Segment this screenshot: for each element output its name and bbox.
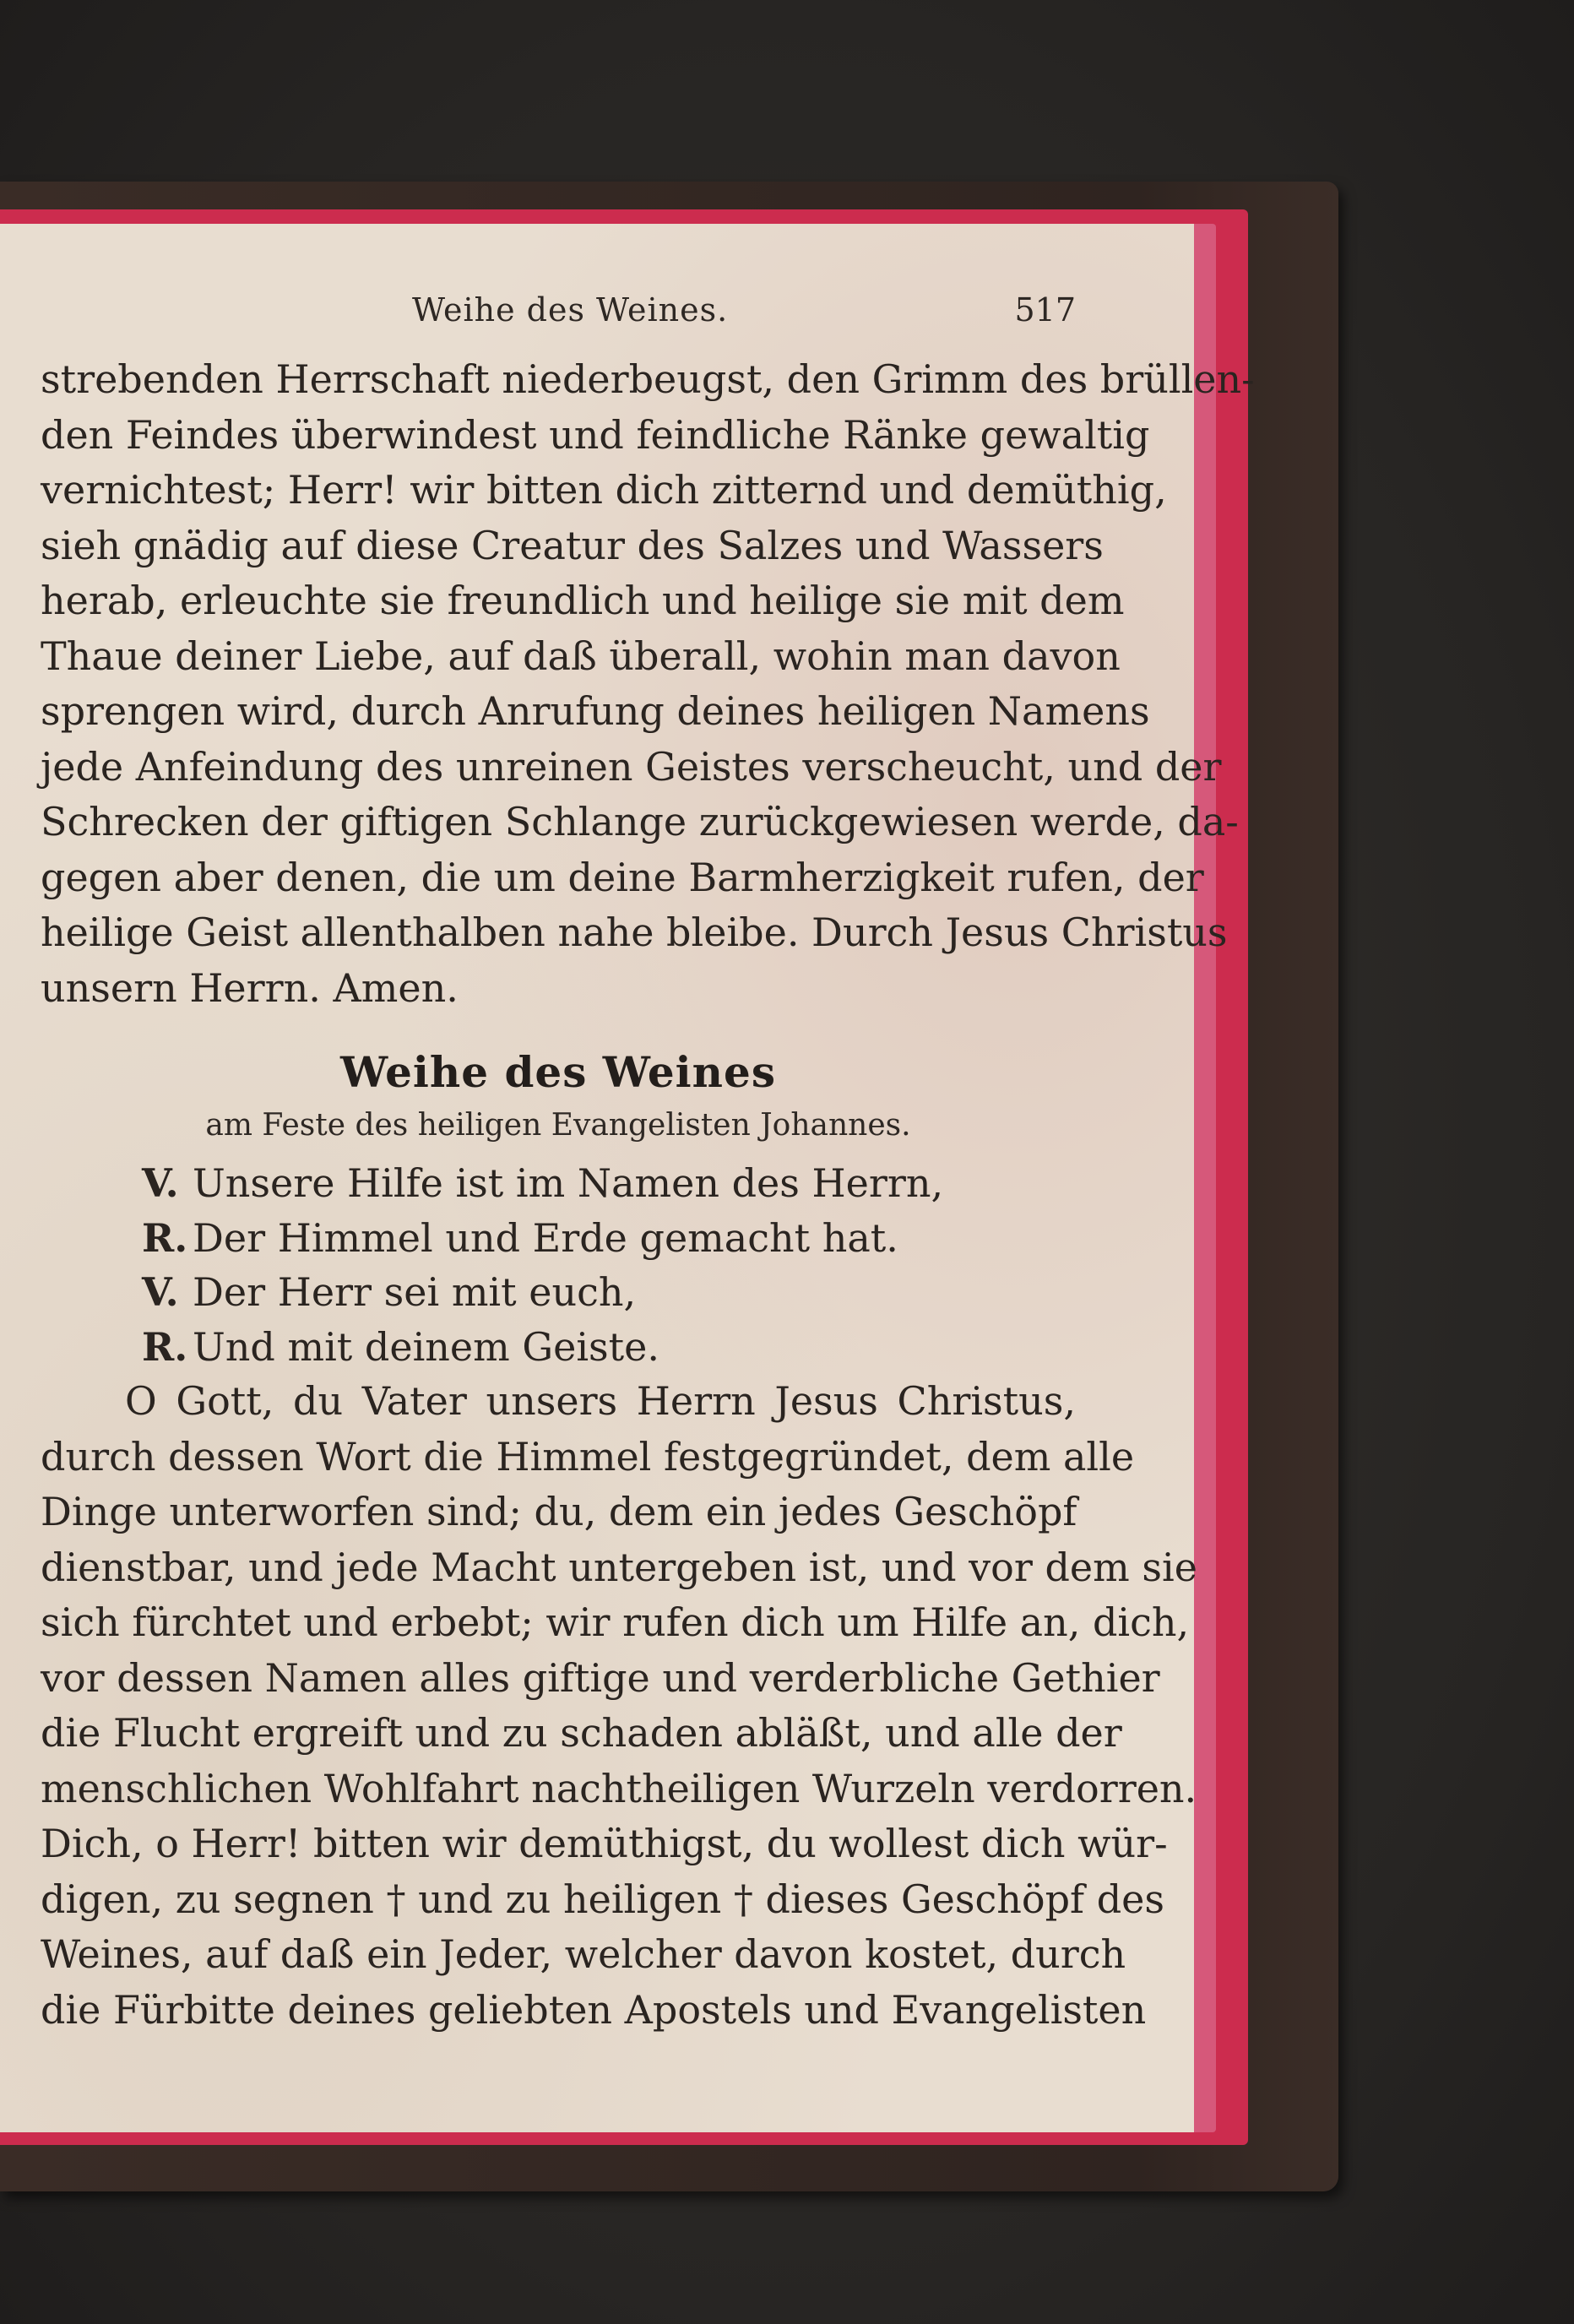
- text-line: menschlichen Wohlfahrt nachtheiligen Wurzeln verdorren.: [41, 1765, 1197, 1811]
- response-mark: R.: [142, 1214, 188, 1261]
- running-head: [41, 291, 1076, 335]
- text-line: Dinge unterworfen sind; du, dem ein jedes Geschöpf: [41, 1489, 1077, 1534]
- text-line: strebenden Herrschaft niederbeugst, den Grimm des brüllen-: [41, 356, 1255, 402]
- text-line: die Flucht ergreift und zu schaden abläßt, und alle der: [41, 1710, 1122, 1756]
- text-line: die Fürbitte deines geliebten Apostels und Evangelisten: [41, 1986, 1147, 2033]
- text-line: durch dessen Wort die Himmel festgegründet, dem alle: [41, 1433, 1135, 1480]
- versicle-mark: V.: [142, 1269, 179, 1315]
- text-line: gegen aber denen, die um deine Barmherzigkeit rufen, der: [41, 854, 1204, 900]
- text-line: Weines, auf daß ein Jeder, welcher davon kostet, durch: [41, 1931, 1126, 1977]
- text-line: vor dessen Namen alles giftige und verderbliche Gethier: [41, 1654, 1160, 1701]
- response-text: Der Himmel und Erde gemacht hat.: [193, 1214, 898, 1261]
- response-line: [41, 1320, 1076, 1375]
- page-number: 517: [1014, 291, 1076, 329]
- text-line: sich fürchtet und erbebt; wir rufen dich um Hilfe an, dich,: [41, 1599, 1190, 1645]
- response-mark: R.: [142, 1323, 188, 1370]
- text-line: jede Anfeindung des unreinen Geistes verscheucht, und der: [41, 743, 1222, 790]
- section-subheading: am Feste des heiligen Evangelisten Johannes.: [205, 1108, 911, 1143]
- versicle-text: Der Herr sei mit euch,: [193, 1269, 637, 1315]
- paragraph-continuation: [41, 352, 1255, 1016]
- versicle-line: [41, 1156, 1076, 1211]
- text-line: Schrecken der giftigen Schlange zurückgewiesen werde, da-: [41, 799, 1239, 844]
- text-line: Dich, o Herr! bitten wir demüthigst, du wollest dich wür-: [41, 1821, 1168, 1866]
- text-line: heilige Geist allenthalben nahe bleibe. Durch Jesus Christus: [41, 910, 1228, 955]
- prayer-paragraph: [41, 1374, 1197, 2038]
- text-line: sieh gnädig auf diese Creatur des Salzes und Wassers: [41, 522, 1104, 568]
- text-line: unsern Herrn. Amen.: [41, 964, 459, 1011]
- response-line: [41, 1211, 1076, 1266]
- versicle-text: Unsere Hilfe ist im Namen des Herrn,: [193, 1160, 944, 1206]
- text-line: den Feindes überwindest und feindliche Ränke gewaltig: [41, 411, 1150, 458]
- running-title: Weihe des Weines.: [412, 291, 729, 329]
- section-heading: Weihe des Weines: [340, 1047, 776, 1097]
- versicle-line: [41, 1265, 1076, 1320]
- text-line: herab, erleuchte sie freundlich und heilige sie mit dem: [41, 578, 1125, 623]
- text-line: sprengen wird, durch Anrufung deines heiligen Namens: [41, 688, 1150, 734]
- text-line: digen, zu segnen † und zu heiligen † dieses Geschöpf des: [41, 1876, 1164, 1922]
- versicle-list: [41, 1156, 1076, 1374]
- text-line: O Gott, du Vater unsers Herrn Jesus Christus,: [125, 1378, 1076, 1424]
- text-line: Thaue deiner Liebe, auf daß überall, wohin man davon: [41, 633, 1121, 679]
- text-line: vernichtest; Herr! wir bitten dich zitternd und demüthig,: [41, 467, 1167, 513]
- response-text: Und mit deinem Geiste.: [193, 1323, 659, 1370]
- book-page: [0, 224, 1255, 2132]
- text-line: dienstbar, und jede Macht untergeben ist, und vor dem sie: [41, 1544, 1197, 1590]
- versicle-mark: V.: [142, 1160, 179, 1206]
- page-text-block: [41, 291, 1255, 2038]
